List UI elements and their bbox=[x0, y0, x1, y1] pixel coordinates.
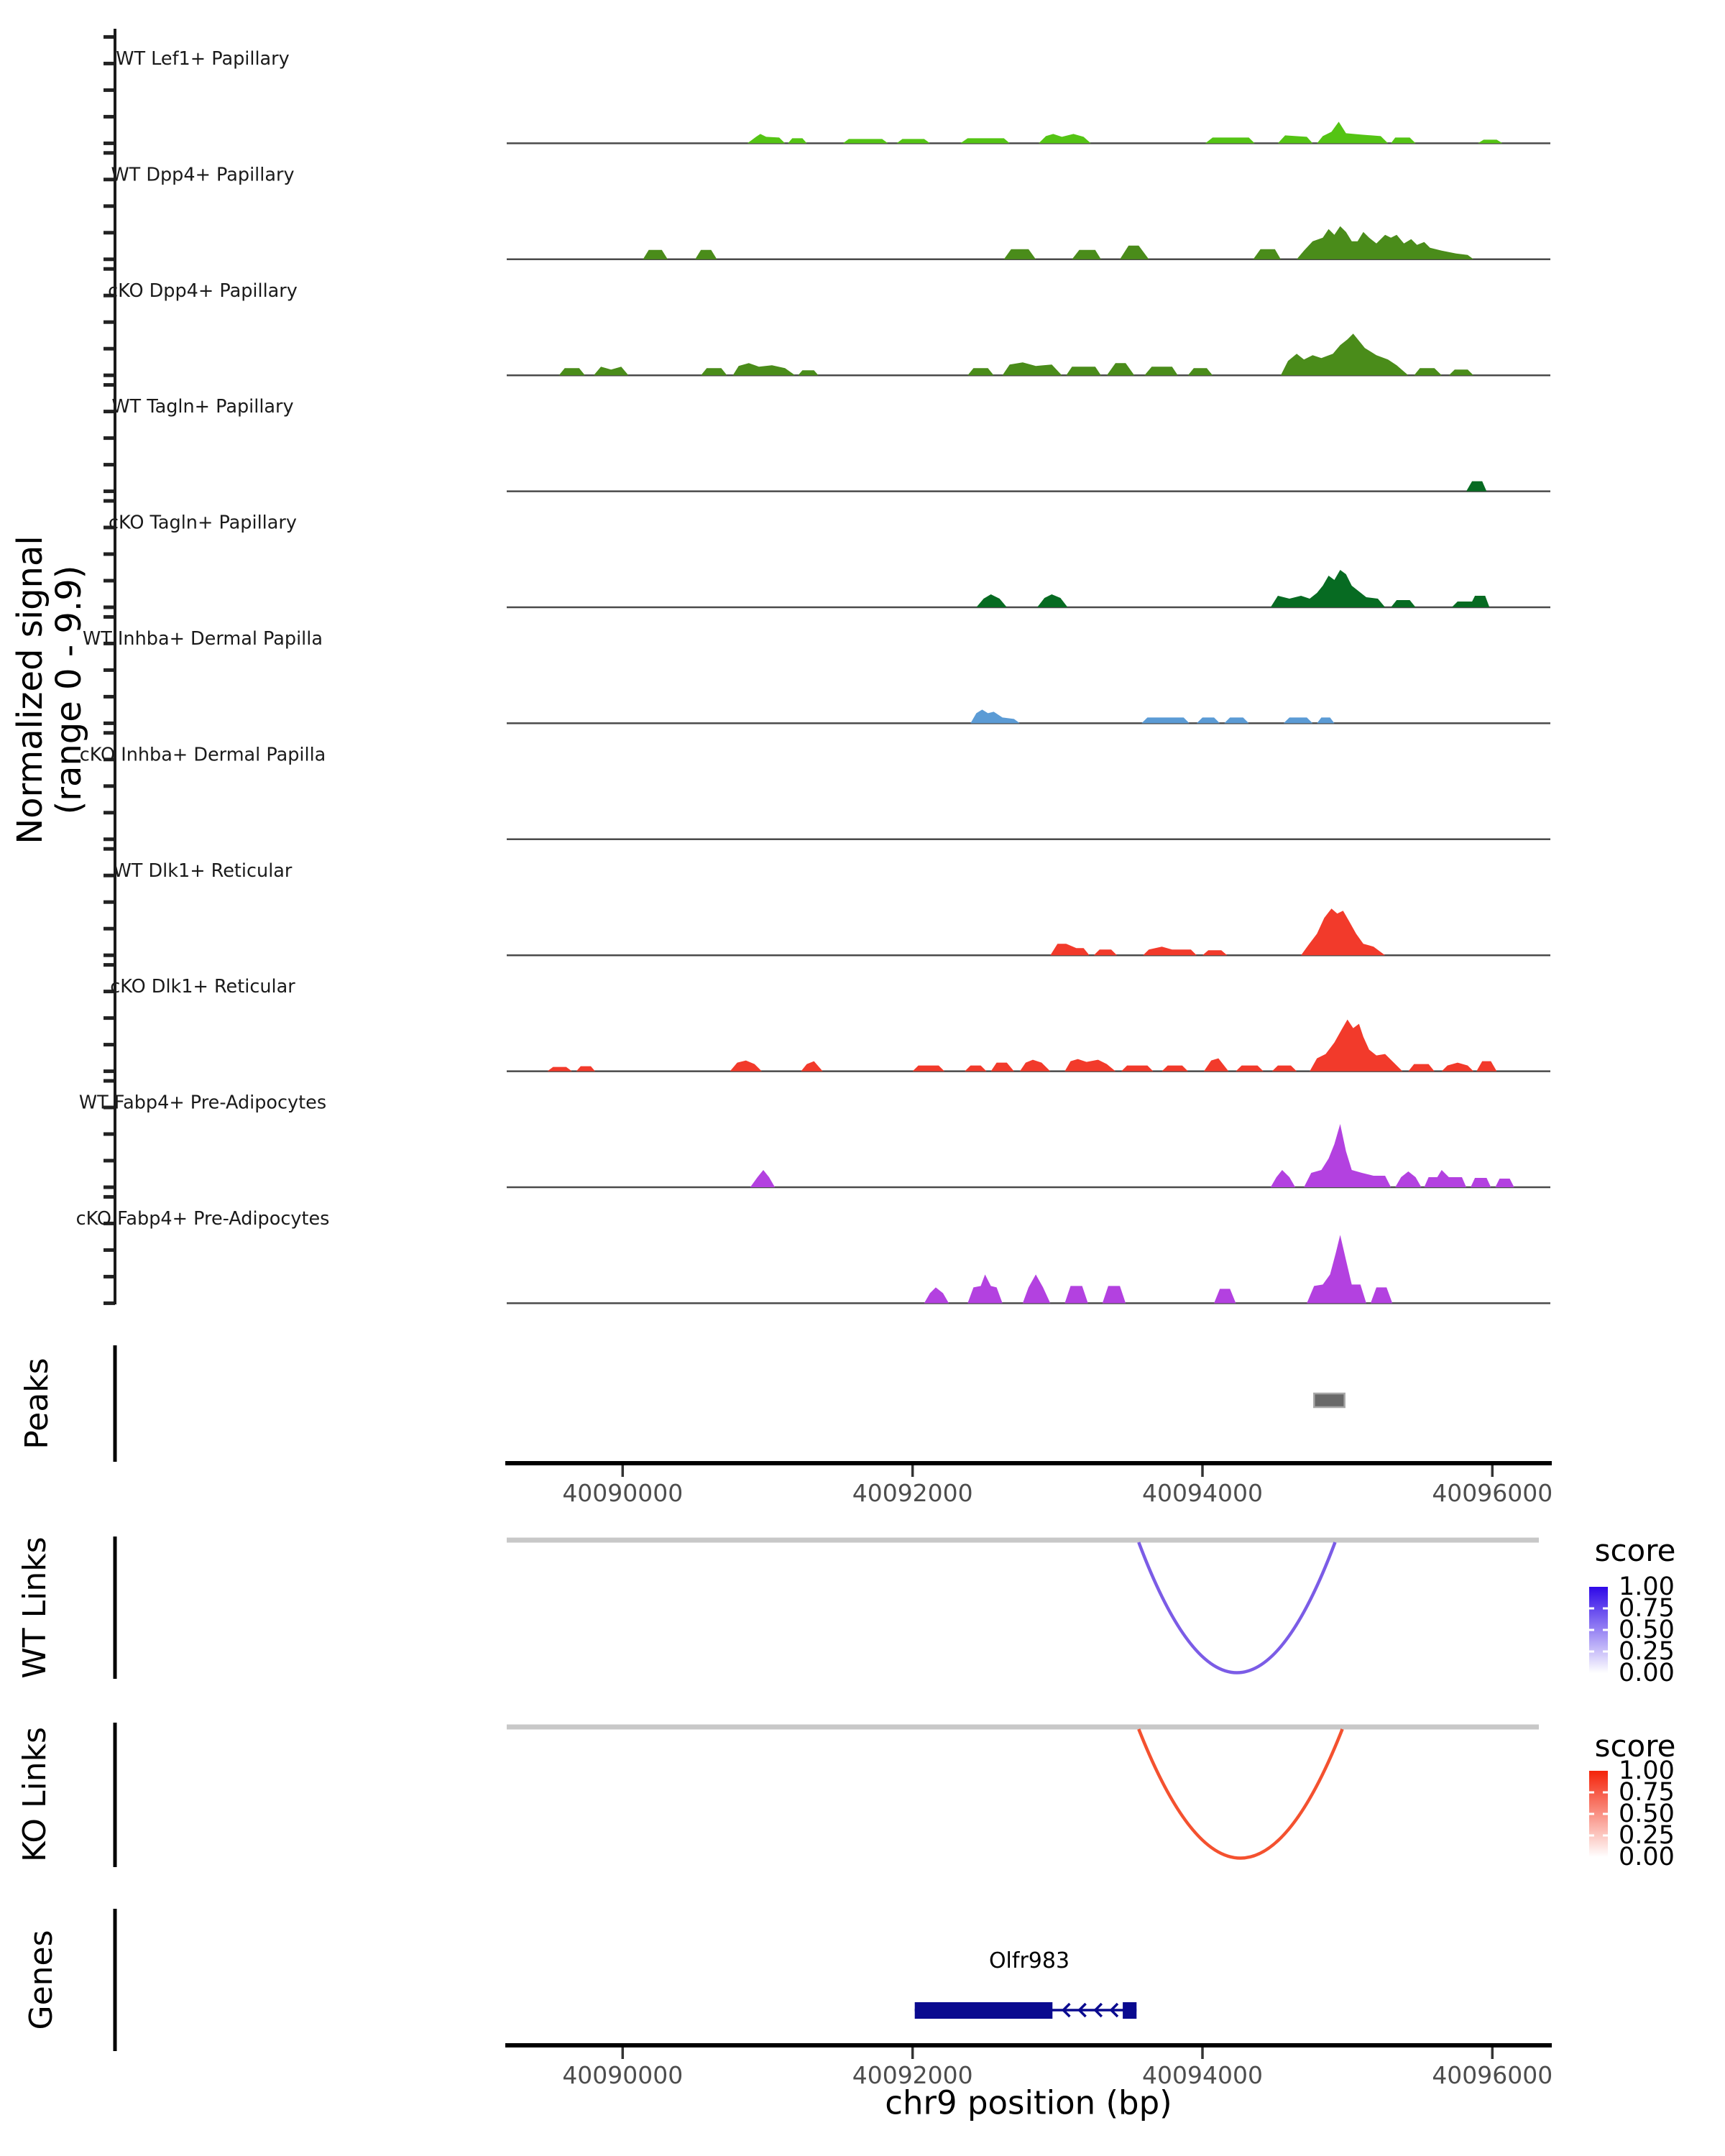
genes-track-label: Genes bbox=[23, 1930, 60, 2030]
legend-value-label: 0.25 bbox=[1619, 1637, 1675, 1666]
legend-value-label: 0.75 bbox=[1619, 1594, 1675, 1623]
peaks-layer bbox=[1314, 1393, 1344, 1407]
ko-links-legend-title: score bbox=[1594, 1728, 1676, 1764]
ko-links-track-label: KO Links bbox=[17, 1726, 53, 1863]
track-label: WT Dlk1+ Reticular bbox=[113, 860, 293, 882]
gene-exon bbox=[1123, 2002, 1136, 2019]
coverage-signal bbox=[548, 1020, 1497, 1072]
genes-layer bbox=[915, 2002, 1137, 2019]
legend-value-label: 0.75 bbox=[1619, 1778, 1675, 1807]
legend-value-label: 0.50 bbox=[1619, 1616, 1675, 1644]
track-label: WT Fabp4+ Pre-Adipocytes bbox=[78, 1092, 327, 1114]
coverage-signal bbox=[750, 1124, 1514, 1187]
track-label: cKO Tagln+ Papillary bbox=[109, 512, 297, 534]
legend-value-label: 0.25 bbox=[1619, 1821, 1675, 1850]
x-tick-label: 40096000 bbox=[1432, 2060, 1553, 2089]
x-tick-label: 40092000 bbox=[852, 2060, 973, 2089]
coverage-signal bbox=[559, 333, 1474, 375]
y-axis-label-line1: Normalized signal bbox=[10, 535, 50, 844]
coverage-signal bbox=[1050, 908, 1385, 955]
x-tick-label: 40092000 bbox=[852, 1478, 973, 1507]
legend-value-label: 1.00 bbox=[1619, 1756, 1675, 1785]
coverage-signal bbox=[1466, 482, 1486, 492]
coverage-signal bbox=[748, 121, 1503, 143]
link-arc bbox=[1138, 1729, 1342, 1858]
track-label: cKO Dlk1+ Reticular bbox=[110, 976, 295, 998]
coverage-signal bbox=[976, 570, 1489, 607]
track-label: WT Lef1+ Papillary bbox=[116, 48, 290, 70]
track-label: WT Tagln+ Papillary bbox=[111, 396, 294, 418]
x-axis-title: chr9 position (bp) bbox=[885, 2083, 1172, 2122]
track-label: cKO Inhba+ Dermal Papilla bbox=[79, 744, 326, 766]
peak-interval bbox=[1314, 1393, 1344, 1407]
track-label: WT Inhba+ Dermal Papilla bbox=[83, 628, 323, 650]
y-axis-label-line2: (range 0 - 9.9) bbox=[49, 565, 89, 815]
x-axes-layer bbox=[505, 1463, 1552, 2089]
wt-links-track-label: WT Links bbox=[17, 1537, 53, 1679]
legend-value-label: 1.00 bbox=[1619, 1572, 1675, 1601]
link-arc bbox=[1138, 1542, 1335, 1673]
x-tick-label: 40090000 bbox=[562, 1478, 684, 1507]
x-tick-label: 40094000 bbox=[1142, 2060, 1263, 2089]
track-label: cKO Dpp4+ Papillary bbox=[108, 280, 298, 302]
x-tick-label: 40096000 bbox=[1432, 1478, 1553, 1507]
gene-name-label: Olfr983 bbox=[988, 1948, 1070, 1973]
track-label: cKO Fabp4+ Pre-Adipocytes bbox=[75, 1208, 330, 1230]
legend-value-label: 0.00 bbox=[1619, 1843, 1675, 1871]
peaks-track-label: Peaks bbox=[19, 1358, 55, 1450]
gene-exon bbox=[915, 2002, 1053, 2019]
x-tick-label: 40090000 bbox=[562, 2060, 684, 2089]
track-label: WT Dpp4+ Papillary bbox=[111, 164, 295, 186]
coverage-signal bbox=[643, 226, 1474, 259]
signal-tracks-layer bbox=[76, 37, 1550, 1303]
coverage-signal bbox=[924, 1235, 1392, 1303]
coverage-signal bbox=[970, 709, 1334, 723]
legend-value-label: 0.50 bbox=[1619, 1800, 1675, 1828]
x-tick-label: 40094000 bbox=[1142, 1478, 1263, 1507]
links-layer bbox=[507, 1540, 1675, 1871]
wt-links-legend-title: score bbox=[1594, 1533, 1676, 1568]
legend-value-label: 0.00 bbox=[1619, 1659, 1675, 1687]
